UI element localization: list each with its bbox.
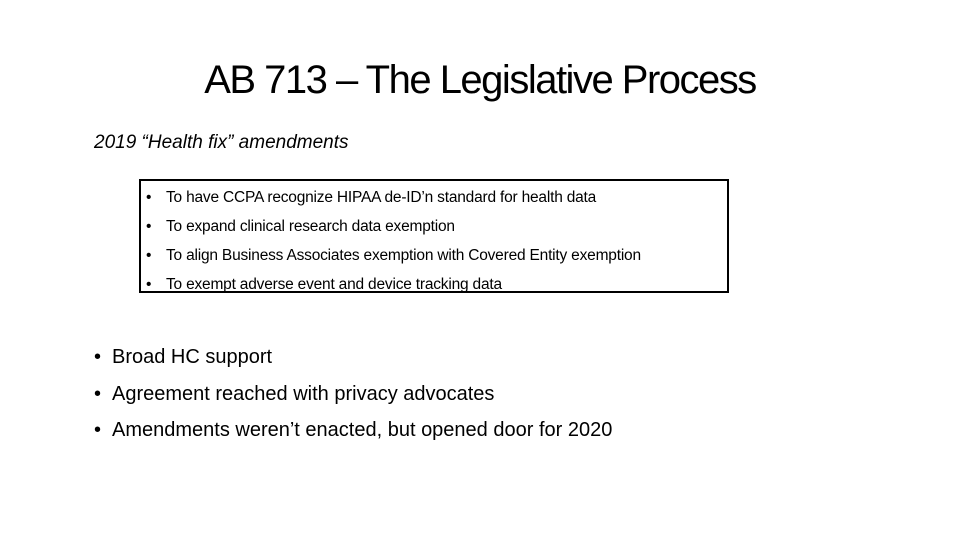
slide-subtitle: 2019 “Health fix” amendments [94, 132, 349, 153]
bullet-icon: • [146, 189, 152, 206]
list-item-text: To exempt adverse event and device tracking data [166, 276, 502, 293]
list-item [141, 241, 641, 270]
bullet-icon: • [146, 276, 152, 293]
list-item [94, 376, 612, 413]
main-bullet-list [94, 339, 612, 449]
list-item [141, 212, 641, 241]
list-item [141, 270, 641, 299]
bullet-icon: • [94, 346, 102, 368]
list-item-text: Agreement reached with privacy advocates [112, 382, 495, 405]
list-item-text: To align Business Associates exemption with Covered Entity exemption [166, 247, 641, 264]
list-item-text: To have CCPA recognize HIPAA de-ID’n standard for health data [166, 189, 597, 206]
list-item-text: To expand clinical research data exemption [166, 218, 455, 235]
bullet-icon: • [94, 382, 102, 405]
list-item-text: Broad HC support [112, 346, 273, 368]
list-item-text: Amendments weren’t enacted, but opened door for 2020 [112, 419, 613, 441]
bullet-icon: • [146, 247, 152, 264]
bullet-icon: • [146, 218, 152, 235]
list-item [141, 183, 641, 212]
bullet-icon: • [94, 419, 102, 441]
list-item [94, 412, 612, 449]
list-item [94, 339, 612, 376]
amendments-list [141, 183, 641, 299]
amendments-box [139, 179, 729, 293]
slide-title: AB 713 – The Legislative Process [204, 58, 756, 102]
